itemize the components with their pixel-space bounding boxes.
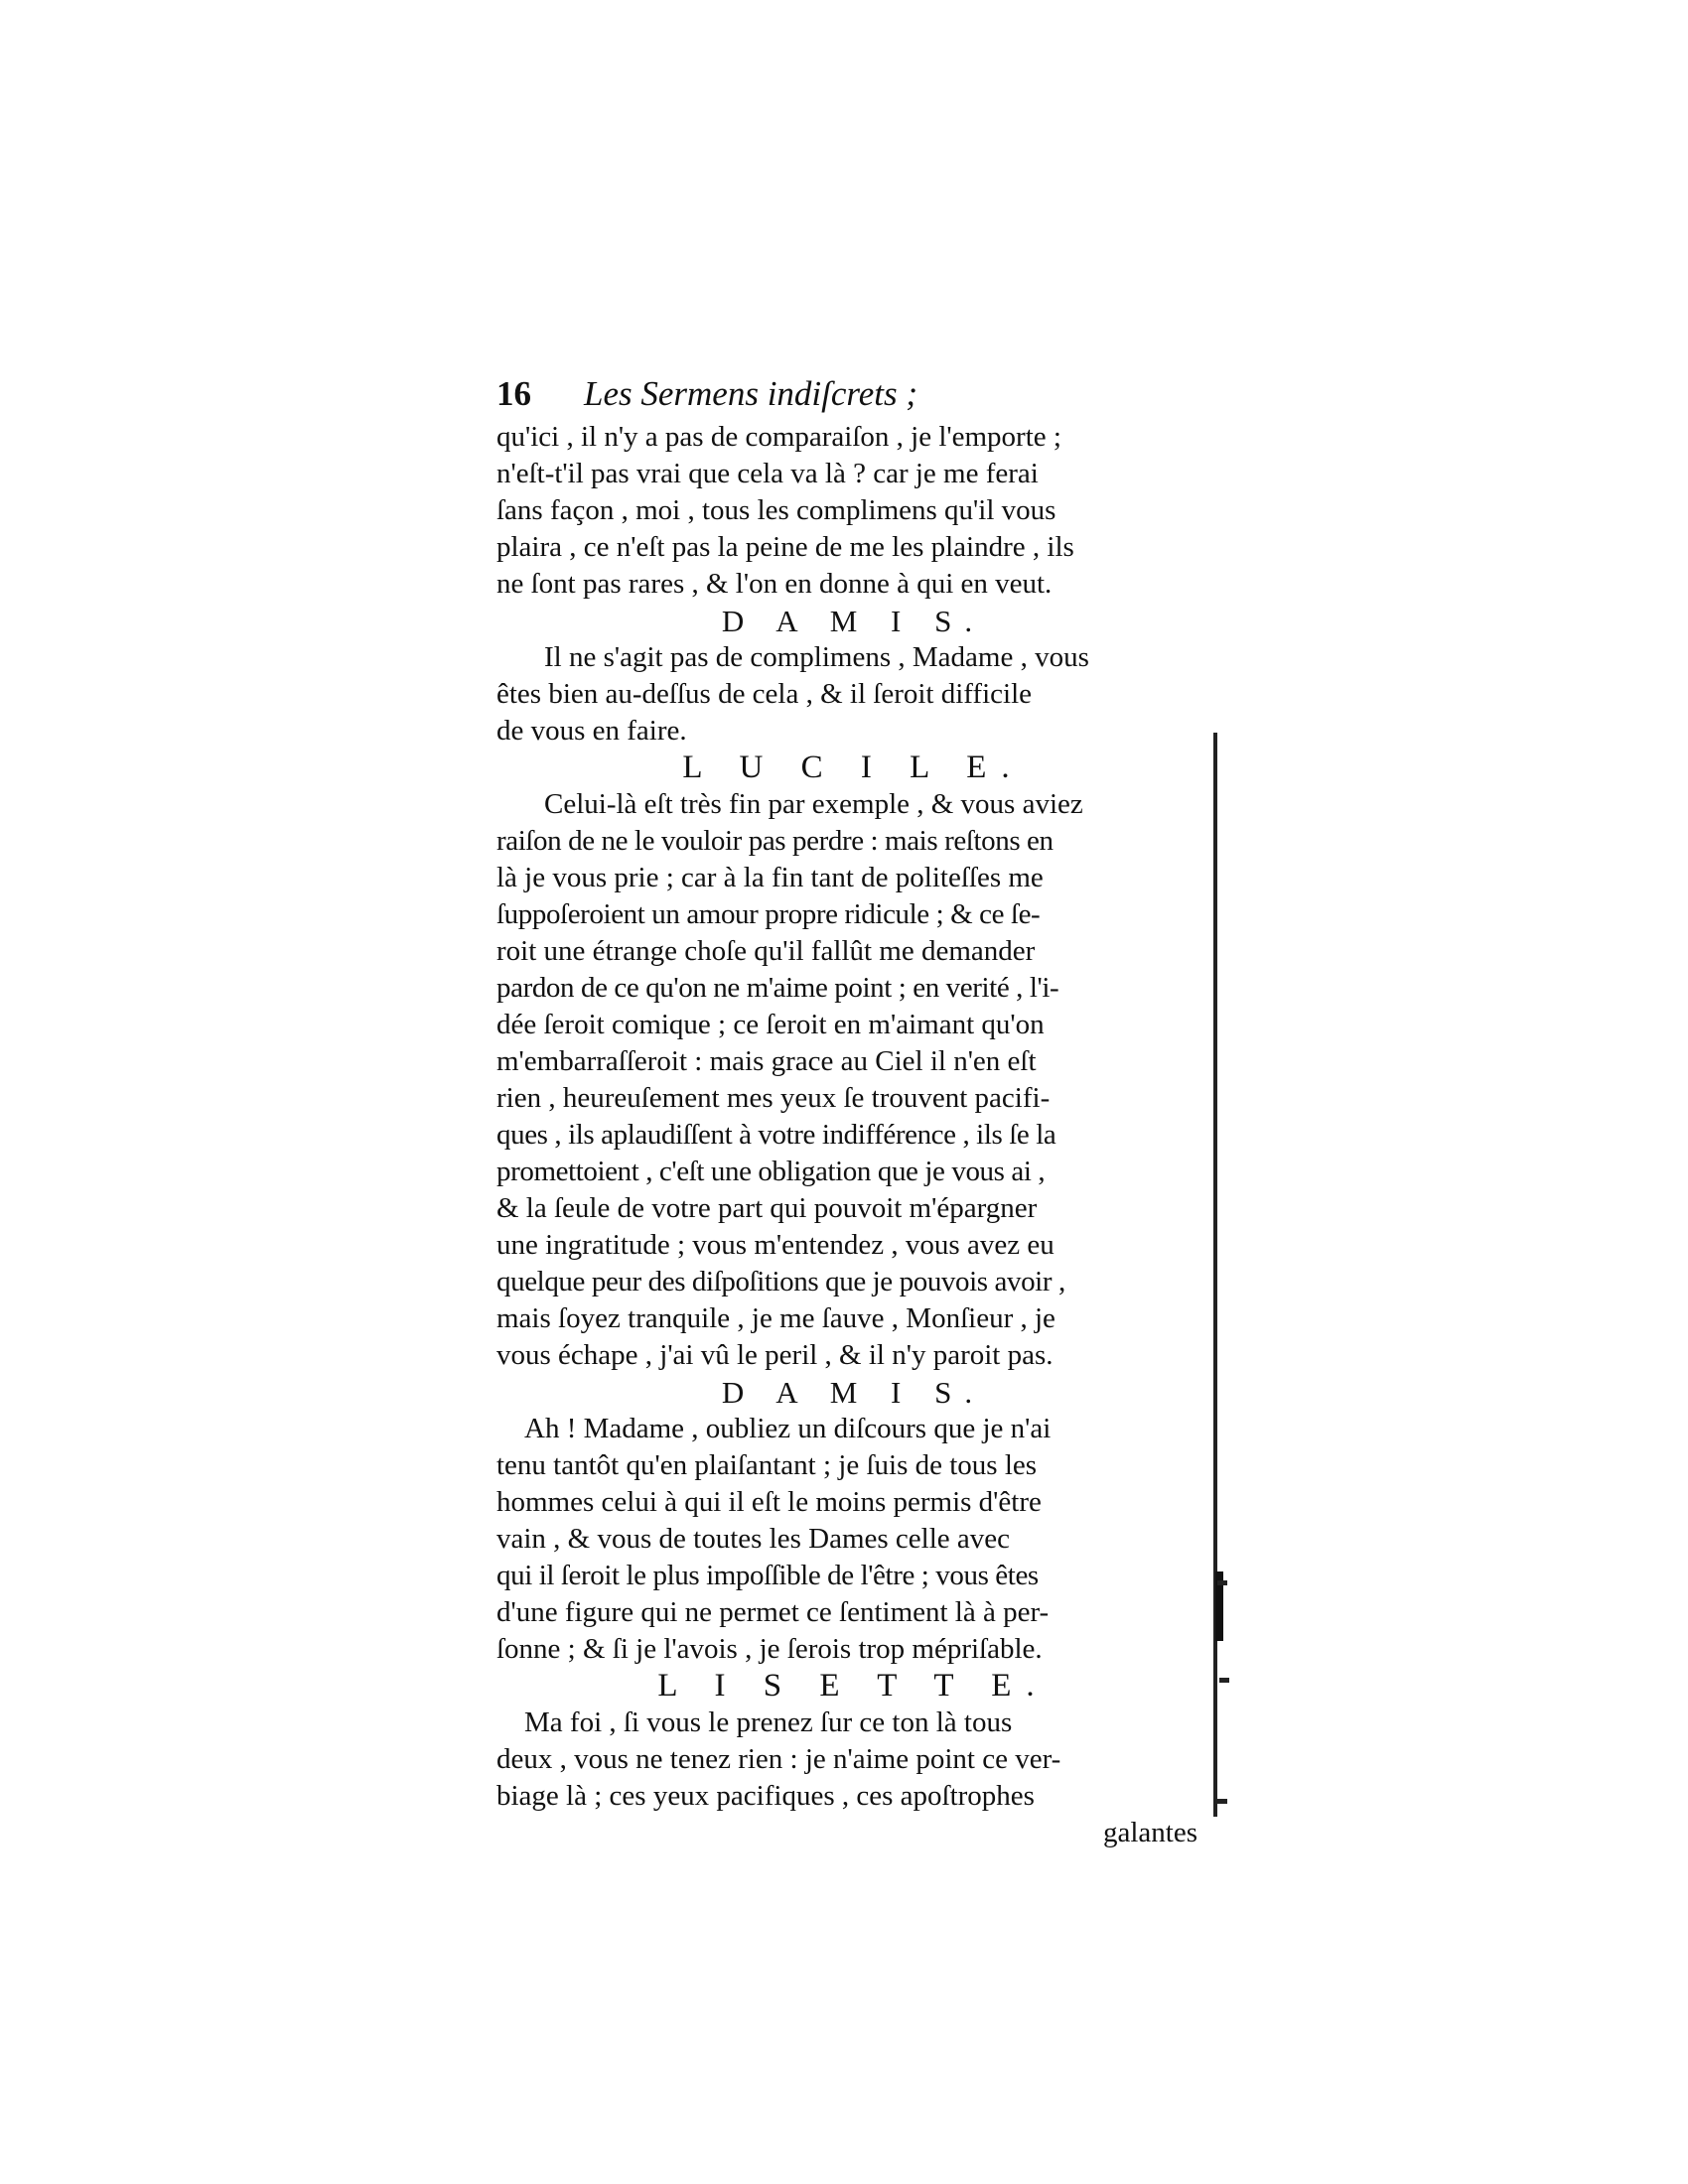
text-line: une ingratitude ; vous m'entendez , vous avez eu bbox=[496, 1229, 1055, 1261]
speaker-name: D A M I S. bbox=[721, 604, 986, 638]
margin-tick bbox=[1219, 1678, 1229, 1683]
text-line: vain , & vous de toutes les Dames celle avec bbox=[496, 1523, 1011, 1555]
text-line: qu'ici , il n'y a pas de comparaiſon , je l'emporte ; bbox=[496, 421, 1061, 453]
margin-tick bbox=[1217, 1799, 1227, 1804]
running-head bbox=[496, 369, 1197, 419]
text-line: Celui-là eſt très fin par exemple , & vous aviez bbox=[544, 788, 1083, 820]
text-line: Ah ! Madame , oubliez un diſcours que je n'ai bbox=[524, 1413, 1052, 1444]
text-line: ſuppoſeroient un amour propre ridicule ; & ce ſe- bbox=[496, 898, 1041, 930]
catchword: galantes bbox=[1102, 1817, 1197, 1848]
text-line: d'une figure qui ne permet ce ſentiment là à per- bbox=[496, 1596, 1050, 1628]
text-line: qui il ſeroit le plus impoſſible de l'être ; vous êtes bbox=[496, 1560, 1039, 1591]
text-line: vous échape , j'ai vû le peril , & il n'y paroit pas. bbox=[496, 1339, 1054, 1371]
page-number: 16 bbox=[496, 374, 531, 413]
text-block bbox=[496, 369, 1197, 1851]
text-line: roit une étrange choſe qu'il fallût me demander bbox=[496, 935, 1036, 967]
text-line: ſans façon , moi , tous les complimens qu'il vous bbox=[496, 494, 1056, 526]
text-line: ques , ils aplaudiſſent à votre indifférence , ils ſe la bbox=[496, 1119, 1056, 1151]
margin-tick bbox=[1217, 1580, 1227, 1585]
text-line: Ma foi , ſi vous le prenez ſur ce ton là tous bbox=[524, 1706, 1013, 1738]
speaker-name: L I S E T T E. bbox=[657, 1668, 1050, 1704]
speaker-name: L U C I L E. bbox=[682, 750, 1025, 785]
text-line: de vous en faire. bbox=[496, 715, 687, 747]
text-line: pardon de ce qu'on ne m'aime point ; en verité , l'i- bbox=[496, 972, 1059, 1004]
text-line: hommes celui à qui il eſt le moins permis d'être bbox=[496, 1486, 1042, 1518]
text-line: promettoient , c'eſt une obligation que je vous ai , bbox=[496, 1156, 1046, 1187]
text-line: raiſon de ne le vouloir pas perdre : mais reſtons en bbox=[496, 825, 1054, 857]
text-line: ſonne ; & ſi je l'avois , je ſerois trop mépriſable. bbox=[496, 1633, 1043, 1665]
text-line: mais ſoyez tranquile , je me ſauve , Monſieur , je bbox=[496, 1302, 1055, 1334]
text-line: rien , heureuſement mes yeux ſe trouvent pacifi- bbox=[496, 1082, 1051, 1114]
text-line: plaira , ce n'eſt pas la peine de me les plaindre , ils bbox=[496, 531, 1074, 563]
text-line: dée ſeroit comique ; ce ſeroit en m'aimant qu'on bbox=[496, 1009, 1045, 1040]
running-title: Les Sermens indiſcrets ; bbox=[584, 374, 918, 413]
text-line: deux , vous ne tenez rien : je n'aime point ce ver- bbox=[496, 1743, 1061, 1775]
text-line: biage là ; ces yeux pacifiques , ces apoſtrophes bbox=[496, 1780, 1035, 1812]
margin-rule bbox=[1213, 733, 1217, 1817]
text-line: quelque peur des diſpoſitions que je pouvois avoir , bbox=[496, 1266, 1065, 1297]
text-line: m'embarraſſeroit : mais grace au Ciel il n'en eſt bbox=[496, 1045, 1037, 1077]
text-line: là je vous prie ; car à la fin tant de politeſſes me bbox=[496, 862, 1044, 893]
text-line: êtes bien au-deſſus de cela , & il ſeroit difficile bbox=[496, 678, 1032, 710]
text-line: n'eſt-t'il pas vrai que cela va là ? car je me ferai bbox=[496, 458, 1039, 489]
text-line: ne ſont pas rares , & l'on en donne à qui en veut. bbox=[496, 568, 1053, 600]
text-line: Il ne s'agit pas de complimens , Madame , vous bbox=[544, 641, 1089, 673]
text-line: tenu tantôt qu'en plaiſantant ; je ſuis de tous les bbox=[496, 1449, 1038, 1481]
speaker-name: D A M I S. bbox=[721, 1375, 986, 1410]
text-line: & la ſeule de votre part qui pouvoit m'épargner bbox=[496, 1192, 1038, 1224]
